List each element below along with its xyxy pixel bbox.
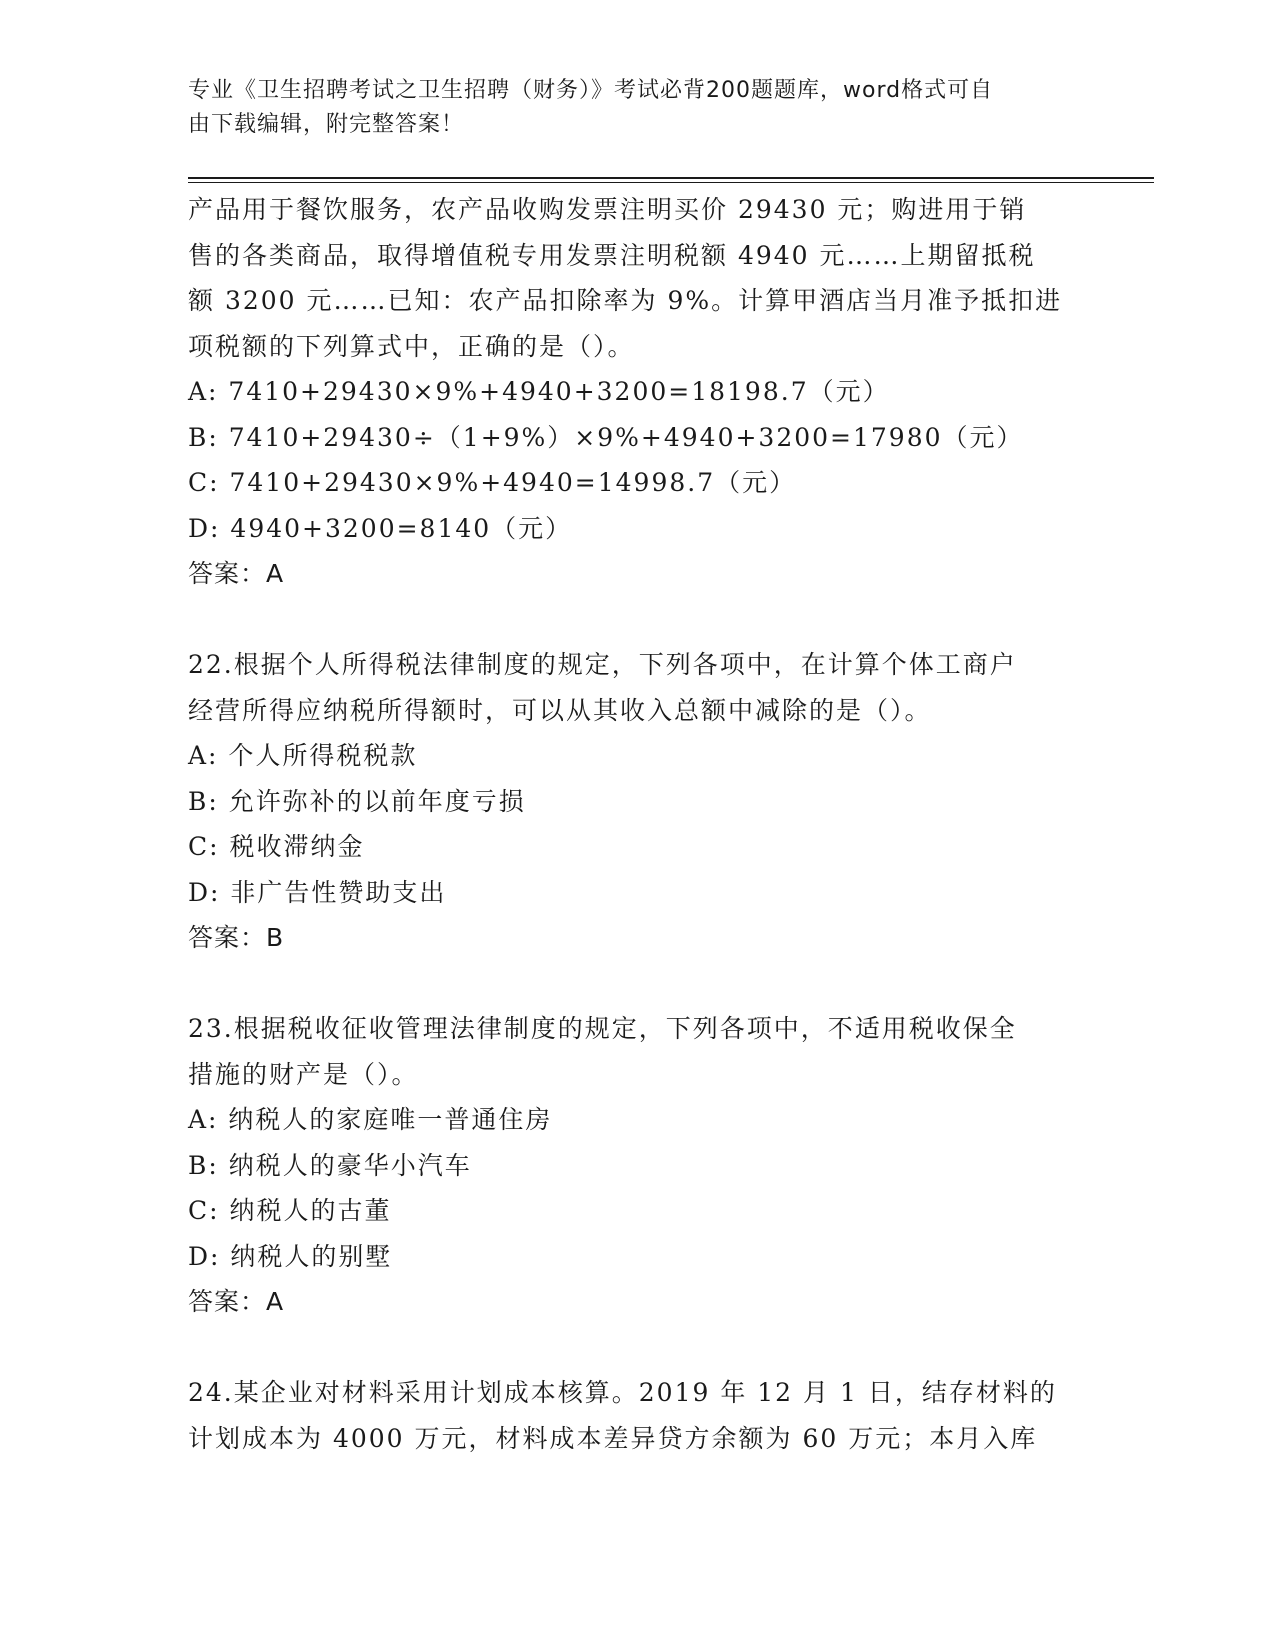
option-a: A: 纳税人的家庭唯一普通住房: [188, 1105, 553, 1134]
question-text-line: 额 3200 元……已知：农产品扣除率为 9%。计算甲酒店当月准予抵扣进: [188, 286, 1063, 315]
option-d: D: 非广告性赞助支出: [188, 877, 447, 907]
header-rule-thin: [188, 182, 1154, 183]
question-text-line: 22.根据个人所得税法律制度的规定，下列各项中，在计算个体工商户: [188, 650, 1017, 679]
option-d: D: 4940+3200=8140（元）: [188, 513, 573, 543]
option-c: C: 税收滞纳金: [188, 832, 365, 861]
question-text-line: 措施的财产是（）。: [188, 1059, 419, 1089]
answer: 答案：A: [188, 1287, 285, 1316]
question-text-line: 产品用于餐饮服务，农产品收购发票注明买价 29430 元；购进用于销: [188, 195, 1027, 224]
document-header: [188, 74, 1068, 142]
question-text-line: 24.某企业对材料采用计划成本核算。2019 年 12 月 1 日，结存材料的: [188, 1378, 1057, 1407]
header-line-1: 专业《卫生招聘考试之卫生招聘（财务）》考试必背200题题库，word格式可自: [188, 78, 994, 103]
question-22: [188, 642, 1088, 961]
header-line-2: 由下载编辑，附完整答案！: [188, 112, 465, 137]
spacer: [188, 961, 1088, 1007]
option-c: C: 7410+29430×9%+4940=14998.7（元）: [188, 468, 797, 497]
answer: 答案：B: [188, 923, 285, 952]
option-b: B: 允许弥补的以前年度亏损: [188, 786, 526, 816]
spacer: [188, 597, 1088, 643]
header-rule-thick: [188, 177, 1154, 179]
question-text-line: 计划成本为 4000 万元，材料成本差异贷方余额为 60 万元；本月入库: [188, 1423, 1038, 1453]
option-a: A: 个人所得税税款: [188, 741, 418, 770]
option-c: C: 纳税人的古董: [188, 1196, 392, 1225]
option-b: B: 纳税人的豪华小汽车: [188, 1150, 472, 1180]
question-24: [188, 1370, 1088, 1461]
question-21: [188, 187, 1088, 597]
question-content: [188, 187, 1088, 1461]
question-text-line: 售的各类商品，取得增值税专用发票注明税额 4940 元……上期留抵税: [188, 240, 1036, 270]
option-d: D: 纳税人的别墅: [188, 1241, 393, 1271]
question-text-line: 23.根据税收征收管理法律制度的规定，下列各项中，不适用税收保全: [188, 1014, 1017, 1043]
question-text-line: 经营所得应纳税所得额时，可以从其收入总额中减除的是（）。: [188, 695, 932, 725]
option-a: A: 7410+29430×9%+4940+3200=18198.7（元）: [188, 377, 890, 406]
answer: 答案：A: [188, 559, 285, 588]
option-b: B: 7410+29430÷（1+9%）×9%+4940+3200=17980（元）: [188, 422, 1024, 452]
question-text-line: 项税额的下列算式中，正确的是（）。: [188, 331, 635, 361]
question-23: [188, 1006, 1088, 1325]
spacer: [188, 1325, 1088, 1371]
